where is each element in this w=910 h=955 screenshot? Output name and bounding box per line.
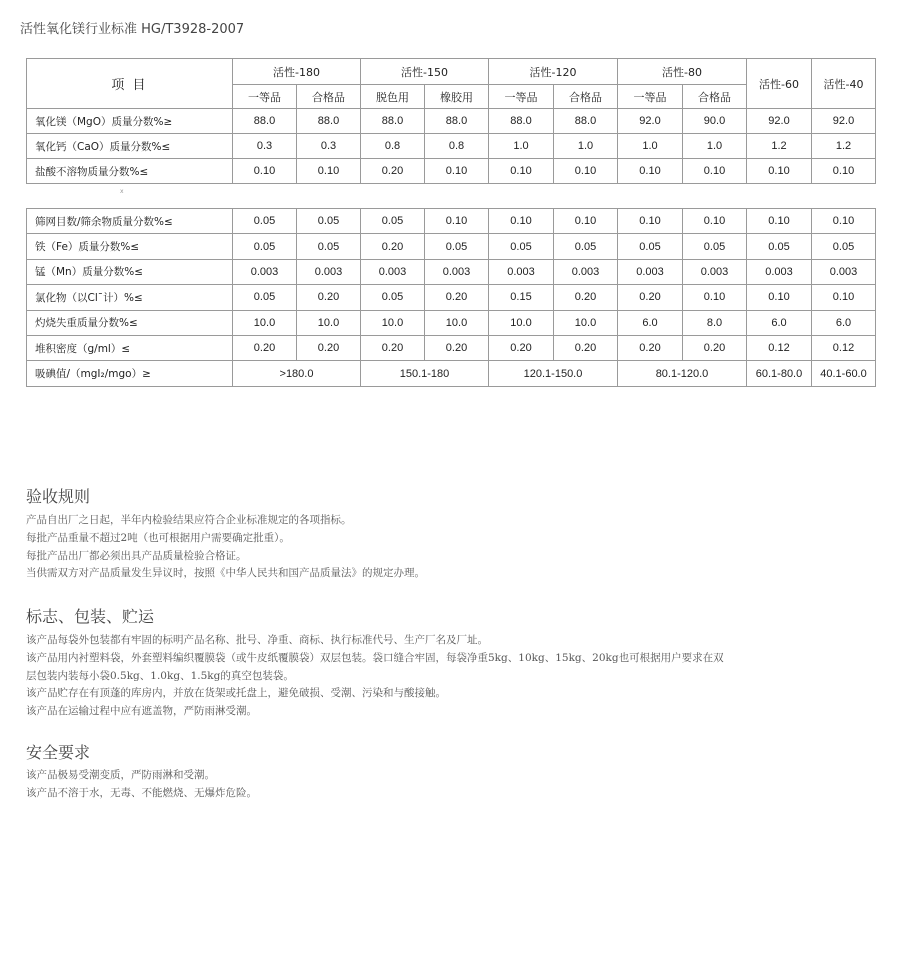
cell-value: 0.003 (812, 259, 876, 284)
cell-value: 88.0 (425, 109, 489, 134)
cell-value: 92.0 (812, 109, 876, 134)
header-row-groups (27, 59, 876, 85)
cell-value: 150.1-180 (361, 361, 489, 386)
cell-value: 0.003 (489, 259, 554, 284)
cell-value: 0.10 (747, 159, 812, 184)
cell-value: 0.10 (618, 209, 683, 234)
section-line: 该产品在运输过程中应有遮盖物，严防雨淋受潮。 (26, 705, 257, 718)
section-title-packaging: 标志、包装、贮运 (26, 607, 155, 626)
table-row (27, 335, 876, 360)
cell-value: 0.10 (683, 209, 747, 234)
cell-value: 0.05 (489, 234, 554, 259)
cell-value: 10.0 (489, 310, 554, 335)
cell-value: 88.0 (361, 109, 425, 134)
cell-value: 0.05 (297, 234, 361, 259)
cell-value: 0.05 (233, 234, 297, 259)
cell-value: 0.20 (297, 285, 361, 310)
group-header-40: 活性-40 (812, 59, 876, 109)
cell-value: 0.3 (297, 134, 361, 159)
table-row (27, 259, 876, 284)
row-label: 氯化物（以Cl¯计）%≤ (27, 285, 233, 310)
section-line: 产品自出厂之日起，半年内检验结果应符合企业标准规定的各项指标。 (26, 514, 352, 526)
section-line: 层包装内装每小袋0.5kg、1.0kg、1.5kg的真空包装袋。 (26, 669, 294, 682)
cell-value: 0.20 (618, 335, 683, 360)
table-row (27, 134, 876, 159)
cell-value: 1.0 (683, 134, 747, 159)
cell-value: 0.20 (361, 159, 425, 184)
cell-value: 0.10 (233, 159, 297, 184)
section-line: 当供需双方对产品质量发生异议时，按照《中华人民共和国产品质量法》的规定办理。 (26, 567, 425, 580)
cell-value: 0.05 (233, 285, 297, 310)
cell-value: 0.05 (361, 209, 425, 234)
row-label: 氧化镁（MgO）质量分数%≥ (27, 109, 233, 134)
section-title-acceptance: 验收规则 (26, 487, 91, 506)
grade-header: 合格品 (554, 85, 618, 109)
cell-value: 92.0 (747, 109, 812, 134)
cell-value: 0.05 (297, 209, 361, 234)
section-body-packaging (26, 632, 886, 721)
cell-value: 0.20 (489, 335, 554, 360)
cell-value: 0.003 (618, 259, 683, 284)
cell-value: 0.003 (297, 259, 361, 284)
section-line: 该产品极易受潮变质，严防雨淋和受潮。 (26, 769, 215, 781)
cell-value: 10.0 (233, 310, 297, 335)
cell-value: 0.12 (747, 335, 812, 360)
table-row (27, 209, 876, 234)
cell-value: 0.05 (812, 234, 876, 259)
cell-value: 92.0 (618, 109, 683, 134)
cell-value: 0.10 (812, 209, 876, 234)
cell-value: 10.0 (297, 310, 361, 335)
item-header: 项 目 (27, 59, 233, 109)
group-header-180: 活性-180 (233, 59, 361, 85)
table-row (27, 285, 876, 310)
cell-value: 0.003 (233, 259, 297, 284)
grade-header: 一等品 (233, 85, 297, 109)
cell-value: 0.05 (361, 285, 425, 310)
section-body-safety (26, 767, 886, 803)
cell-value: 0.10 (425, 209, 489, 234)
cell-value: 0.20 (425, 285, 489, 310)
cell-value: 0.10 (683, 159, 747, 184)
cell-value: 8.0 (683, 310, 747, 335)
cell-value: 90.0 (683, 109, 747, 134)
cell-value: 80.1-120.0 (618, 361, 747, 386)
table-row (27, 109, 876, 134)
cell-value: 10.0 (425, 310, 489, 335)
cell-value: 0.3 (233, 134, 297, 159)
row-label: 灼烧失重质量分数%≤ (27, 310, 233, 335)
cell-value: 0.05 (425, 234, 489, 259)
cell-value: 88.0 (233, 109, 297, 134)
grade-header: 合格品 (683, 85, 747, 109)
row-label: 锰（Mn）质量分数%≤ (27, 259, 233, 284)
section-line: 该产品不溶于水，无毒、不能燃烧、无爆炸危险。 (26, 786, 257, 799)
cell-value: 0.20 (618, 285, 683, 310)
cell-value: 88.0 (489, 109, 554, 134)
cell-value: 0.003 (747, 259, 812, 284)
cell-value: 0.8 (361, 134, 425, 159)
section-line: 该产品每袋外包装都有牢固的标明产品名称、批号、净重、商标、执行标准代号、生产厂名及厂址。 (26, 634, 488, 646)
section-line: 该产品贮存在有顶蓬的库房内，并放在货架或托盘上，避免破损、受潮、污染和与酸接触。 (26, 687, 446, 700)
cell-value: 0.003 (425, 259, 489, 284)
cell-value: 0.20 (425, 335, 489, 360)
cell-value: 1.0 (554, 134, 618, 159)
cell-value: 1.2 (747, 134, 812, 159)
grade-header: 合格品 (297, 85, 361, 109)
section-line: 每批产品重量不超过2吨（也可根据用户需要确定批重）。 (26, 531, 290, 544)
cell-value: 6.0 (812, 310, 876, 335)
group-header-80: 活性-80 (618, 59, 747, 85)
grade-header: 脱色用 (361, 85, 425, 109)
table-row (27, 159, 876, 184)
cell-value: 120.1-150.0 (489, 361, 618, 386)
section-body-acceptance (26, 512, 886, 583)
cell-value: 0.10 (747, 285, 812, 310)
row-label: 氧化钙（CaO）质量分数%≤ (27, 134, 233, 159)
cell-value: 0.15 (489, 285, 554, 310)
separator-mark: x (120, 188, 124, 195)
cell-value: 0.10 (812, 285, 876, 310)
cell-value: 0.20 (361, 335, 425, 360)
cell-value: 0.05 (747, 234, 812, 259)
cell-value: 0.10 (747, 209, 812, 234)
grade-header: 一等品 (618, 85, 683, 109)
row-label: 铁（Fe）质量分数%≤ (27, 234, 233, 259)
section-title-safety: 安全要求 (26, 743, 91, 762)
cell-value: 0.20 (683, 335, 747, 360)
cell-value: 0.10 (812, 159, 876, 184)
cell-value: 0.10 (297, 159, 361, 184)
cell-value: 0.003 (554, 259, 618, 284)
cell-value: 40.1-60.0 (812, 361, 876, 386)
cell-value: 0.20 (297, 335, 361, 360)
cell-value: 0.20 (554, 335, 618, 360)
cell-value: 0.10 (618, 159, 683, 184)
cell-value: 0.05 (233, 209, 297, 234)
cell-value: 1.0 (618, 134, 683, 159)
cell-value: 6.0 (747, 310, 812, 335)
cell-value: 6.0 (618, 310, 683, 335)
cell-value: 60.1-80.0 (747, 361, 812, 386)
cell-value: 1.2 (812, 134, 876, 159)
cell-value: 0.20 (554, 285, 618, 310)
cell-value: 10.0 (554, 310, 618, 335)
grade-header: 橡胶用 (425, 85, 489, 109)
row-label: 堆积密度（g/ml）≤ (27, 335, 233, 360)
cell-value: 0.12 (812, 335, 876, 360)
cell-value: 0.20 (361, 234, 425, 259)
cell-value: 0.003 (361, 259, 425, 284)
cell-value: 10.0 (361, 310, 425, 335)
cell-value: 0.8 (425, 134, 489, 159)
cell-value: 0.10 (489, 159, 554, 184)
cell-value: 0.20 (233, 335, 297, 360)
spec-table-bottom (26, 208, 876, 387)
group-header-150: 活性-150 (361, 59, 489, 85)
cell-value: 0.05 (683, 234, 747, 259)
cell-value: 0.10 (683, 285, 747, 310)
section-line: 每批产品出厂都必须出具产品质量检验合格证。 (26, 549, 247, 562)
cell-value: 88.0 (297, 109, 361, 134)
row-label: 筛网目数/筛余物质量分数%≤ (27, 209, 233, 234)
spec-table-top (26, 58, 876, 184)
cell-value: 88.0 (554, 109, 618, 134)
group-header-120: 活性-120 (489, 59, 618, 85)
table-row (27, 234, 876, 259)
cell-value: 1.0 (489, 134, 554, 159)
row-label: 吸碘值/（mgI₂/mgo）≥ (27, 361, 233, 386)
cell-value: 0.10 (554, 159, 618, 184)
cell-value: 0.10 (554, 209, 618, 234)
iodine-row (27, 361, 876, 386)
cell-value: 0.003 (683, 259, 747, 284)
cell-value: 0.05 (554, 234, 618, 259)
group-header-60: 活性-60 (747, 59, 812, 109)
page-title: 活性氧化镁行业标准 HG/T3928-2007 (20, 22, 245, 37)
section-line: 该产品用内衬塑料袋，外套塑料编织覆膜袋（或牛皮纸覆膜袋）双层包装。袋口缝合牢固，每袋净重5kg、10kg、15kg、20kg也可根据用户要求在双 (26, 651, 724, 664)
grade-header: 一等品 (489, 85, 554, 109)
cell-value: 0.10 (425, 159, 489, 184)
cell-value: 0.05 (618, 234, 683, 259)
table-row (27, 310, 876, 335)
cell-value: 0.10 (489, 209, 554, 234)
cell-value: >180.0 (233, 361, 361, 386)
row-label: 盐酸不溶物质量分数%≤ (27, 159, 233, 184)
